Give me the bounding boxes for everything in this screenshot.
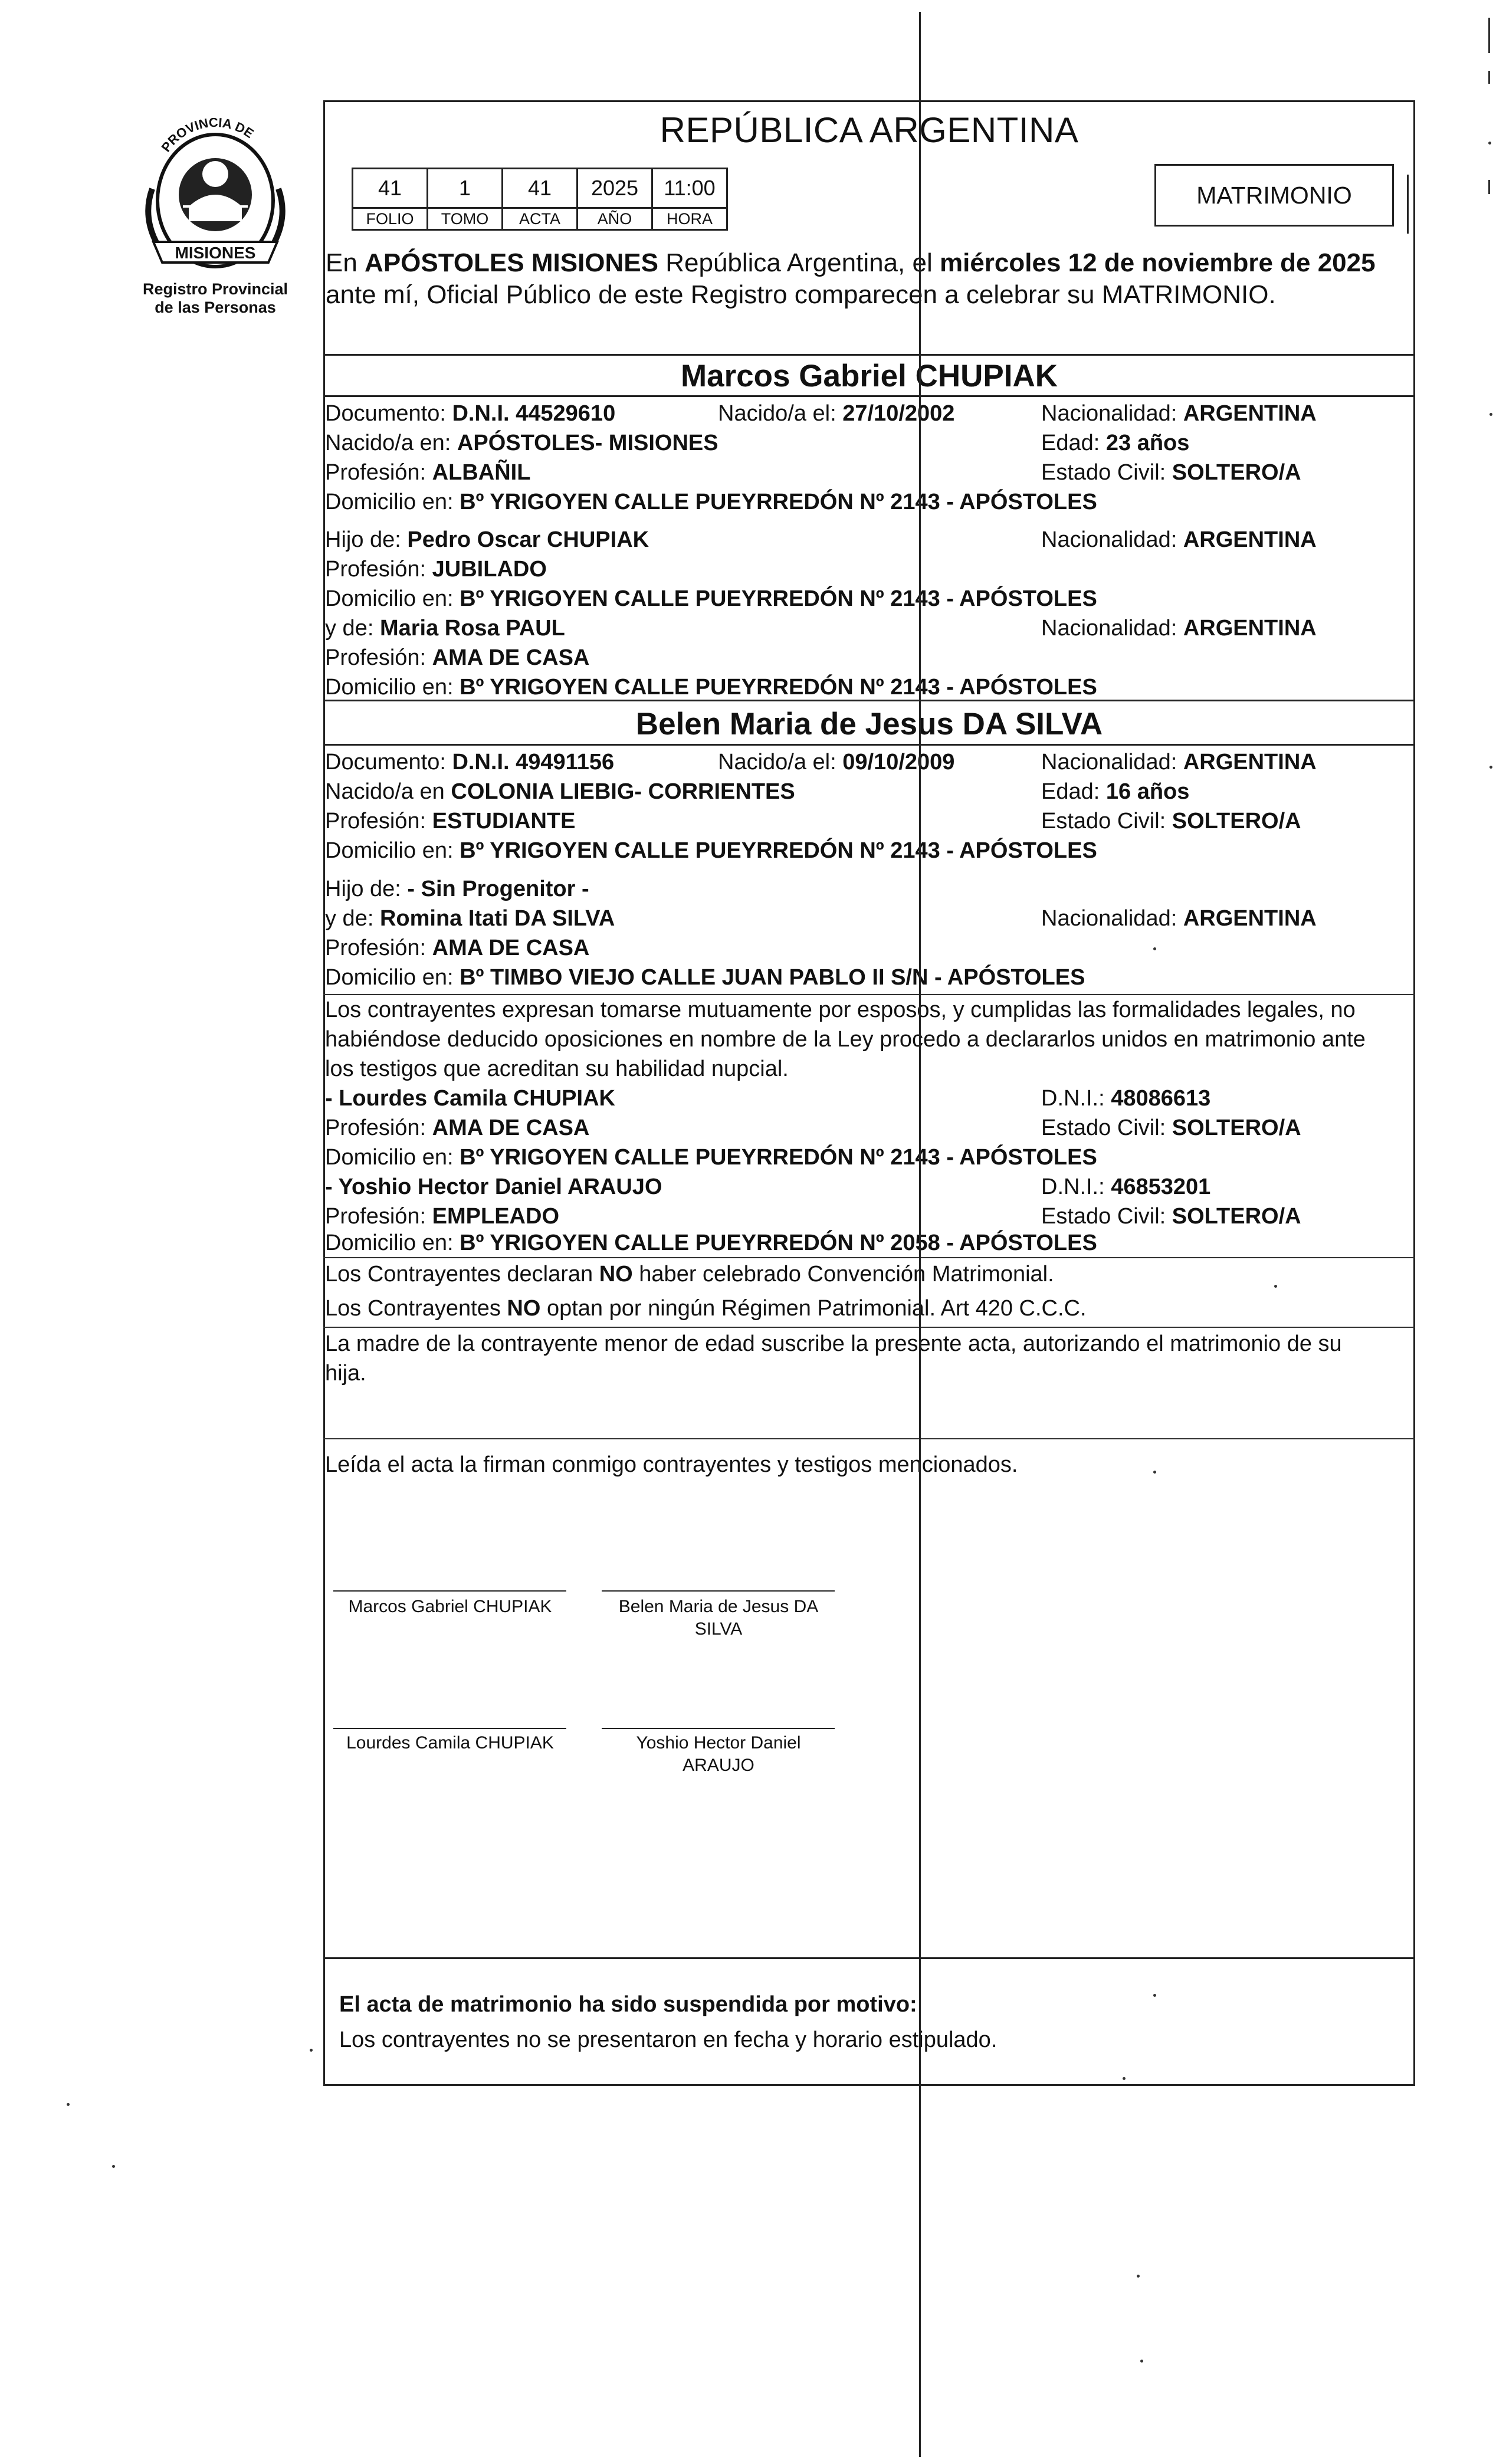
registry-caption [103,280,327,317]
act-type-box: MATRIMONIO [1154,164,1394,227]
scan-speck [1123,2077,1126,2080]
convention-line1: Los Contrayentes declaran NO haber celebrado Convención Matrimonial. [325,1262,1054,1287]
year-label: AÑO [578,208,652,230]
intro-line2: ante mí, Oficial Público de este Registro comparecen a celebrar su MATRIMONIO. [326,280,1276,309]
note-line1: La madre de la contrayente menor de edad suscribe la presente acta, autorizando el matrimonio de su [325,1331,1342,1356]
divider [323,1327,1415,1328]
witness2-dni: D.N.I.: 46853201 [1041,1174,1211,1199]
spouse1-address: Domicilio en: Bº YRIGOYEN CALLE PUEYRREDÓN Nº 2143 - APÓSTOLES [325,490,1097,514]
witness1-dni: D.N.I.: 48086613 [1041,1086,1211,1111]
spouse1-mother-profession: Profesión: AMA DE CASA [325,645,590,670]
seal-ring-text: PROVINCIA DE [158,118,257,155]
signature-line [333,1590,566,1592]
scan-speck [1140,2360,1143,2363]
divider [323,744,1415,746]
scan-speck [1488,142,1491,145]
divider [323,1957,1415,1959]
spouse2-civil: Estado Civil: SOLTERO/A [1041,809,1301,834]
spouse2-mother: y de: Romina Itati DA SILVA [325,906,615,931]
spouse2-birthdate: Nacido/a el: 09/10/2009 [718,750,955,775]
spouse2-document: Documento: D.N.I. 49491156 [325,750,615,775]
spouse2-mother-profession: Profesión: AMA DE CASA [325,936,590,960]
scan-speck [310,2049,313,2052]
signature-witness2: Yoshio Hector Daniel ARAUJO [636,1733,801,1775]
witness1-civil: Estado Civil: SOLTERO/A [1041,1115,1301,1140]
signature-line [602,1590,835,1592]
registry-caption-line1: Registro Provincial [142,280,288,298]
registry-caption-line2: de las Personas [155,298,276,316]
witness2-name: - Yoshio Hector Daniel ARAUJO [325,1174,662,1199]
divider [323,994,1415,995]
scan-speck [1153,947,1156,950]
witness1-name: - Lourdes Camila CHUPIAK [325,1086,615,1111]
intro-line1: En APÓSTOLES MISIONES República Argentina, el miércoles 12 de noviembre de 2025 [326,248,1376,277]
spouse1-mother-address: Domicilio en: Bº YRIGOYEN CALLE PUEYRREDÓN Nº 2143 - APÓSTOLES [325,675,1097,700]
note-line2: hija. [325,1361,366,1386]
spouse1-age: Edad: 23 años [1041,431,1190,455]
act-type-tick [1407,175,1409,234]
scan-mark [1488,180,1490,194]
spouse2-age: Edad: 16 años [1041,779,1190,804]
spouse1-birthdate: Nacido/a el: 27/10/2002 [718,401,955,426]
witness1-address: Domicilio en: Bº YRIGOYEN CALLE PUEYRREDÓN Nº 2143 - APÓSTOLES [325,1145,1097,1170]
witness2-address: Domicilio en: Bº YRIGOYEN CALLE PUEYRREDÓN Nº 2058 - APÓSTOLES [325,1231,1097,1255]
spouse1-mother-nationality: Nacionalidad: ARGENTINA [1041,616,1317,641]
scan-speck [112,2165,115,2168]
declaration-line2: habiéndose deducido oposiciones en nombre de la Ley procedo a declararlos unidos en matrimonio ante [325,1027,1366,1052]
spouse2-profession: Profesión: ESTUDIANTE [325,809,576,834]
scan-speck [67,2103,70,2106]
signature-line [602,1728,835,1729]
acta-label: ACTA [503,208,578,230]
scan-mark [1488,71,1490,84]
scan-speck [1153,1471,1156,1474]
intro-date: miércoles 12 de noviembre de 2025 [939,248,1376,277]
tomo-value: 1 [428,169,503,208]
witness2-civil: Estado Civil: SOLTERO/A [1041,1204,1301,1229]
scan-speck [1274,1285,1277,1288]
signature-spouse1: Marcos Gabriel CHUPIAK [348,1597,552,1616]
spouse2-birthplace: Nacido/a en COLONIA LIEBIG- CORRIENTES [325,779,795,804]
acta-value: 41 [503,169,578,208]
divider [323,1257,1415,1258]
tomo-label: TOMO [428,208,503,230]
spouse1-father: Hijo de: Pedro Oscar CHUPIAK [325,527,649,552]
spouse1-name: Marcos Gabriel CHUPIAK [680,359,1058,393]
closing-text: Leída el acta la firman conmigo contrayentes y testigos mencionados. [325,1452,1018,1477]
spouse2-name: Belen Maria de Jesus DA SILVA [635,707,1103,742]
witness2-profession: Profesión: EMPLEADO [325,1204,560,1229]
spouse1-profession: Profesión: ALBAÑIL [325,460,531,485]
signature-witness1: Lourdes Camila CHUPIAK [346,1733,554,1753]
hour-value: 11:00 [652,169,727,208]
spouse1-document: Documento: D.N.I. 44529610 [325,401,616,426]
registry-table [352,168,728,231]
year-value: 2025 [578,169,652,208]
suspension-title: El acta de matrimonio ha sido suspendida por motivo: [339,1992,917,2017]
hour-label: HORA [652,208,727,230]
declaration-line1: Los contrayentes expresan tomarse mutuamente por esposos, y cumplidas las formalidades legales, no [325,998,1356,1022]
spouse2-mother-address: Domicilio en: Bº TIMBO VIEJO CALLE JUAN PABLO II S/N - APÓSTOLES [325,965,1085,990]
folio-value: 41 [353,169,428,208]
spouse1-civil: Estado Civil: SOLTERO/A [1041,460,1301,485]
page-title: REPÚBLICA ARGENTINA [660,110,1079,150]
misiones-seal-icon [118,118,313,277]
signature-spouse2: Belen Maria de Jesus DA SILVA [618,1597,819,1639]
witness1-profession: Profesión: AMA DE CASA [325,1115,590,1140]
scan-speck [1153,1994,1156,1997]
scan-speck [1489,766,1492,769]
scan-vertical-line [919,12,921,2457]
divider [323,395,1415,397]
convention-line2: Los Contrayentes NO optan por ningún Régimen Patrimonial. Art 420 C.C.C. [325,1296,1087,1321]
scan-mark [1488,18,1490,53]
divider [323,1438,1415,1439]
scan-speck [1489,413,1492,416]
suspension-reason: Los contrayentes no se presentaron en fecha y horario estipulado. [339,2027,998,2052]
spouse2-nationality: Nacionalidad: ARGENTINA [1041,750,1317,775]
spouse1-mother: y de: Maria Rosa PAUL [325,616,565,641]
declaration-line3: los testigos que acreditan su habilidad nupcial. [325,1057,789,1081]
spouse1-father-profession: Profesión: JUBILADO [325,557,547,582]
spouse1-birthplace: Nacido/a en: APÓSTOLES- MISIONES [325,431,718,455]
seal-banner-text: MISIONES [175,244,256,262]
divider [323,354,1415,356]
folio-label: FOLIO [353,208,428,230]
province-seal [118,118,313,280]
spouse2-mother-nationality: Nacionalidad: ARGENTINA [1041,906,1317,931]
scan-speck [1137,2275,1140,2278]
intro-place: APÓSTOLES MISIONES [365,248,658,277]
spouse1-father-address: Domicilio en: Bº YRIGOYEN CALLE PUEYRREDÓN Nº 2143 - APÓSTOLES [325,586,1097,611]
spouse2-father: Hijo de: - Sin Progenitor - [325,877,589,901]
signature-line [333,1728,566,1729]
spouse2-address: Domicilio en: Bº YRIGOYEN CALLE PUEYRREDÓN Nº 2143 - APÓSTOLES [325,838,1097,863]
spouse1-nationality: Nacionalidad: ARGENTINA [1041,401,1317,426]
spouse1-father-nationality: Nacionalidad: ARGENTINA [1041,527,1317,552]
